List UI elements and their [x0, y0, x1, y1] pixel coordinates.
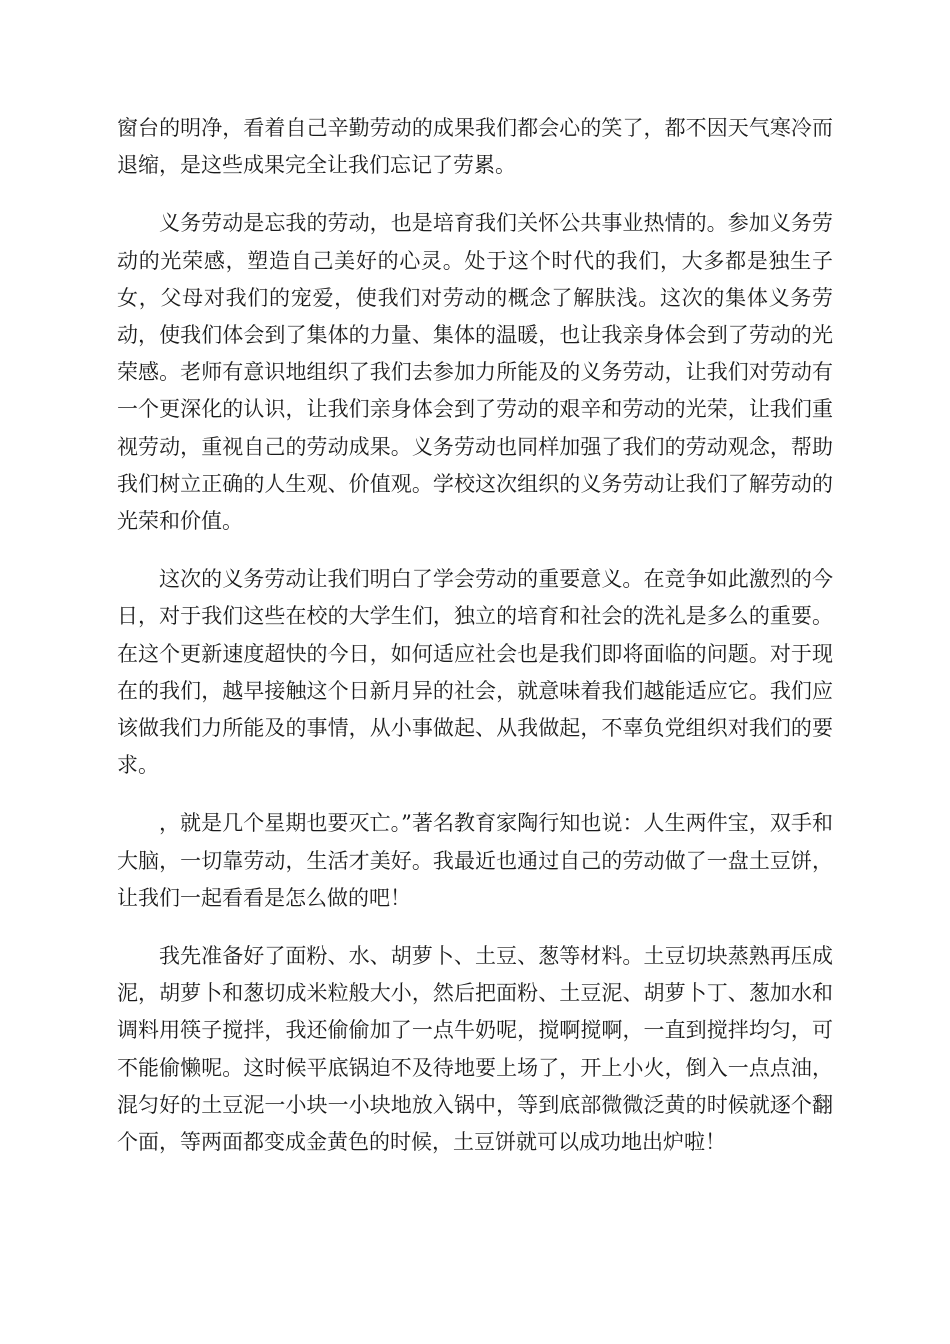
paragraph-3: 这次的义务劳动让我们明白了学会劳动的重要意义。在竞争如此激烈的今日，对于我们这些在校的大学生们，独立的培育和社会的洗礼是多么的重要。在这个更新速度超快的今日，如何适应社会也是我们即将面临的问题。对于现在的我们，越早接触这个日新月异的社会，就意味着我们越能适应它。我们应该做我们力所能及的事情，从小事做起、从我做起，不辜负党组织对我们的要求。: [117, 567, 833, 778]
paragraph-1: 窗台的明净，看着自己辛勤劳动的成果我们都会心的笑了，都不因天气寒冷而退缩，是这些成果完全让我们忘记了劳累。: [117, 116, 833, 178]
paragraph-4: ，就是几个星期也要灭亡。”著名教育家陶行知也说：人生两件宝，双手和大脑，一切靠劳动，生活才美好。我最近也通过自己的劳动做了一盘土豆饼，让我们一起看看是怎么做的吧！: [117, 811, 833, 910]
paragraph-5: 我先准备好了面粉、水、胡萝卜、土豆、葱等材料。土豆切块蒸熟再压成泥，胡萝卜和葱切成米粒般大小，然后把面粉、土豆泥、胡萝卜丁、葱加水和调料用筷子搅拌，我还偷偷加了一点牛奶呢，搅啊搅啊，一直到搅拌均匀，可不能偷懒呢。这时候平底锅迫不及待地要上场了，开上小火，倒入一点点油，混匀好的土豆泥一小块一小块地放入锅中，等到底部微微泛黄的时候就逐个翻个面，等两面都变成金黄色的时候，土豆饼就可以成功地出炉啦！: [117, 944, 833, 1155]
document-page: [117, 110, 833, 1182]
paragraph-2: 义务劳动是忘我的劳动，也是培育我们关怀公共事业热情的。参加义务劳动的光荣感，塑造自己美好的心灵。处于这个时代的我们，大多都是独生子女，父母对我们的宠爱，使我们对劳动的概念了解肤浅。这次的集体义务劳动，使我们体会到了集体的力量、集体的温暖，也让我亲身体会到了劳动的光荣感。老师有意识地组织了我们去参加力所能及的义务劳动，让我们对劳动有一个更深化的认识，让我们亲身体会到了劳动的艰辛和劳动的光荣，让我们重视劳动，重视自己的劳动成果。义务劳动也同样加强了我们的劳动观念，帮助我们树立正确的人生观、价值观。学校这次组织的义务劳动让我们了解劳动的光荣和价值。: [117, 211, 833, 534]
